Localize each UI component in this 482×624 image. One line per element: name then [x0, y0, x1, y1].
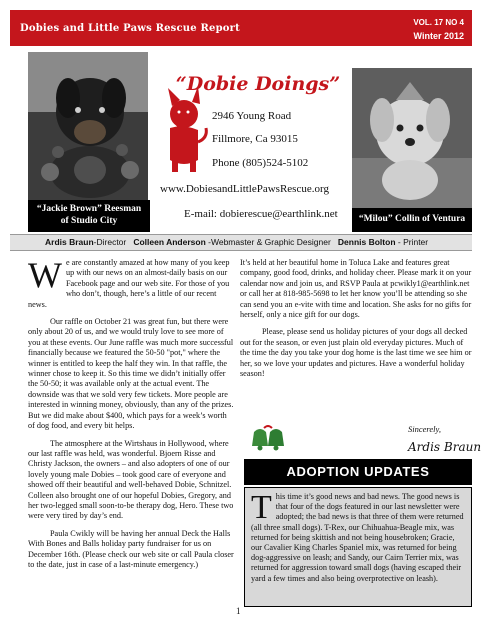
email-link[interactable]: E-mail: dobierescue@earthlink.net: [184, 208, 338, 220]
article-paragraph-5: It’s held at her beautiful home in Toluca Lake and features great company, good food, drinks, and holiday cheer. Please mark it on your calendar now and join us, and RSVP Paula at pcwikly1@earthlink.net or call her at 818-985-5698 to let her know you’ll be attending so she can send you an e-vite with time and location. She asks for no gifts for herself, only a nice gift for our dogs.: [240, 258, 472, 320]
milou-photo: [352, 68, 472, 208]
caption-dog-name: “Milou”: [358, 214, 393, 224]
page-number: 1: [236, 606, 241, 616]
dropcap-w: W: [28, 255, 62, 295]
webmaster-role: -Webmaster & Graphic Designer: [208, 237, 331, 247]
article-paragraph-4: Paula Cwikly will be having her annual Deck the Halls With Bones and Balls holiday party fundraiser for us on December 16th. (Please check our web site or call Paula closer to the date, just in case of a last-minute emergency.): [28, 528, 234, 569]
article-left-column: [28, 255, 234, 577]
adoption-updates-heading: ADOPTION UPDATES: [244, 459, 472, 485]
holiday-bells-icon: [246, 424, 290, 454]
city-line: Fillmore, Ca 93015: [212, 133, 298, 145]
jackie-brown-caption: [28, 200, 150, 232]
closing-sincerely: Sincerely,: [408, 424, 441, 434]
signature: Ardis Braun: [408, 440, 482, 454]
webmaster-name: Colleen Anderson: [133, 237, 206, 247]
dog-photo-milou: [352, 68, 472, 208]
newsletter-header: [10, 10, 472, 46]
caption-line-1: “Jackie Brown” Reesman: [36, 204, 142, 214]
website-link[interactable]: www.DobiesandLittlePawsRescue.org: [160, 183, 329, 195]
article-paragraph-2: Our raffle on October 21 was great fun, but there were only about 20 of us, and we would truly love to see more of you at these events. Our June raffle was much more successful financially because we featured the 50-50 "pot," where the winner is entitled to keep the half they win. In that raffle, the winner chose to keep it. So this time we didn’t initially offer the 50-50; it was available only at the actual event. The downside was that we sold very few tickets. More people are interested in winning money, obviously, than any of the prizes. But we did make about $400, which pays for a week’s worth of dog food, and every bit helps.: [28, 317, 234, 431]
paragraph-1-text: e are constantly amazed at how many of you keep up with our news on an almost-daily basis on our Facebook page and our web site. For those of you who don’t, though, here’s a little of our recent news.: [28, 258, 230, 309]
staff-bar: [10, 234, 472, 251]
milou-caption: [352, 208, 472, 232]
newsletter-title: Dobies and Little Paws Rescue Report: [20, 23, 240, 34]
article-paragraph-1: [28, 255, 234, 310]
caption-line-2: of Studio City: [60, 216, 118, 226]
article-paragraph-3: The atmosphere at the Wirtshaus in Hollywood, where our last raffle was held, was wonderful. Bjoern Risse and Christy Jackson, the owners – and also adopters of one of our lovely young male Dobies – took good care of everyone and showed off their beautiful and well-behaved Dobie, Schnitzel. Colleen also brought one of our hopeful Dobies, Gregory, and her two-legged small soon-to-be therapy dog, Hero. These two were very tired by day’s end.: [28, 438, 234, 521]
dog-photo-jackie: [28, 52, 148, 200]
article-right-column: [240, 258, 472, 386]
dropcap-t: T: [251, 489, 272, 526]
jackie-brown-photo: [28, 52, 148, 200]
phone-line: Phone (805)524-5102: [212, 157, 309, 169]
masthead-title: “Dobie Doings”: [175, 73, 341, 95]
article-paragraph-6: Please, please send us holiday pictures of your dogs all decked out for the season, or even just plain old everyday pictures. Much of the time the day you take your dog home is the last time we see him or her, so we love your updates and pictures. Have a wonderful holiday season!: [240, 327, 472, 379]
adoption-updates-box: [244, 487, 472, 607]
volume-label: VOL. 17 NO 4: [413, 18, 464, 27]
printer-role: - Printer: [397, 237, 429, 247]
printer-name: Dennis Bolton: [337, 237, 396, 247]
caption-owner: Collin of Ventura: [394, 214, 466, 224]
adoption-body: his time it’s good news and bad news. The good news is that four of the dogs featured in our last newsletter were adopted; the bad news is that three of them were returned (all three small dogs). T-Rex, our Chihuahua-Beagle mix, was returned for being skittish and not being housebroken; Gracie, our Cavalier King Charles Spaniel mix, was returned for being dog-aggressive on leash; and Sandy, our Cairn Terrier mix, was returned for aggression toward small dogs (having escaped their yard a few times and also being overprotective on leash).: [251, 492, 464, 583]
director-name: Ardis Braun: [45, 237, 94, 247]
address-line: 2946 Young Road: [212, 110, 292, 122]
season-label: Winter 2012: [413, 31, 464, 41]
director-role: -Director: [93, 237, 127, 247]
